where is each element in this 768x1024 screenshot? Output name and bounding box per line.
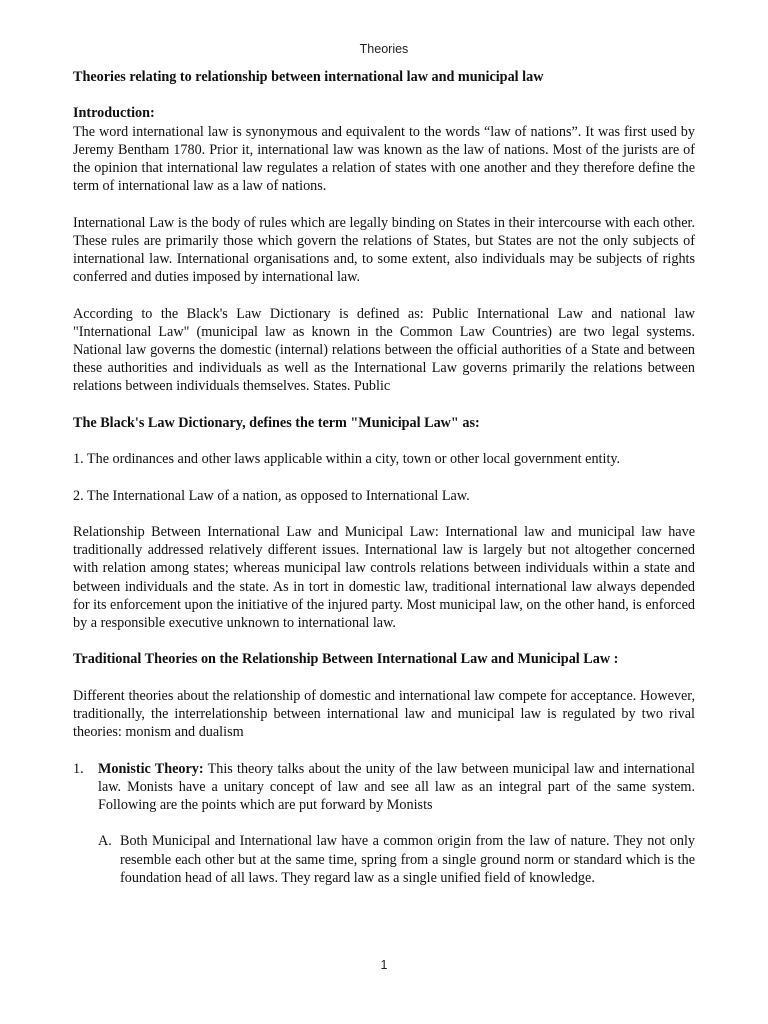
paragraph-relationship: Relationship Between International Law and Municipal Law: International law and municipal law have traditionally addressed relatively different issues. International law is largely but not altogether concerned with relation among states; whereas municipal law controls relations between individuals within a state and between individuals and the state. As in tort in domestic law, traditional international law always depended for its enforcement upon the initiative of the injured party. Most municipal law, on the other hand, is enforced by a responsible executive unknown to international law. <box>73 523 695 631</box>
running-header: Theories <box>359 42 409 56</box>
definition-item-2: 2. The International Law of a nation, as opposed to International Law. <box>73 487 470 504</box>
monistic-theory-text: This theory talks about the unity of the law between municipal law and international law. Monists have a unitary concept of law and see all law as an integral part of the same system. Following are the points which are put forward by Monists <box>98 760 695 813</box>
sub-list-item-a <box>98 832 695 887</box>
sub-list-letter: A. <box>98 833 112 850</box>
sub-list-text: Both Municipal and International law have a common origin from the law of nature. They not only resemble each other but at the same time, spring from a single ground norm or standard which is the foundation head of all laws. They regard law as a single unified field of knowledge. <box>120 833 695 886</box>
municipal-law-heading: The Black's Law Dictionary, defines the term "Municipal Law" as: <box>73 414 480 431</box>
list-text <box>98 760 695 815</box>
monistic-theory-label: Monistic Theory: <box>98 760 204 777</box>
paragraph-intro: The word international law is synonymous and equivalent to the words “law of nations”. It was first used by Jeremy Bentham 1780. Prior it, international law was known as the law of nations. Most of the jurists are of the opinion that international law regulates a relation of states with one another and they therefore define the term of international law as a law of nations. <box>73 123 695 195</box>
page-number: 1 <box>380 958 388 972</box>
list-item-monistic-theory <box>73 760 695 815</box>
list-number: 1. <box>73 760 84 777</box>
document-body <box>73 68 695 887</box>
introduction-heading: Introduction: <box>73 105 155 122</box>
paragraph-international-law: International Law is the body of rules which are legally binding on States in their intercourse with each other. These rules are primarily those which govern the relations of States, but States are not the only subjects of international law. International organisations and, to some extent, also individuals may be subjects of rights conferred and duties imposed by international law. <box>73 214 695 286</box>
traditional-theories-heading: Traditional Theories on the Relationship Between International Law and Municipal Law : <box>73 651 619 668</box>
document-title: Theories relating to relationship between international law and municipal law <box>73 69 544 85</box>
paragraph-theories: Different theories about the relationship of domestic and international law compete for acceptance. However, traditionally, the interrelationship between international law and municipal law is regulated by two rival theories: monism and dualism <box>73 687 695 741</box>
definition-item-1: 1. The ordinances and other laws applicable within a city, town or other local government entity. <box>73 451 621 468</box>
paragraph-blacks-definition: According to the Black's Law Dictionary is defined as: Public International Law and national law "International Law" (municipal law as known in the Common Law Countries) are two legal systems. National law governs the domestic (internal) relations between the official authorities of a State and between these authorities and individuals as well as the International Law governs primarily the relations between relations between individuals themselves. States. Public <box>73 305 695 395</box>
